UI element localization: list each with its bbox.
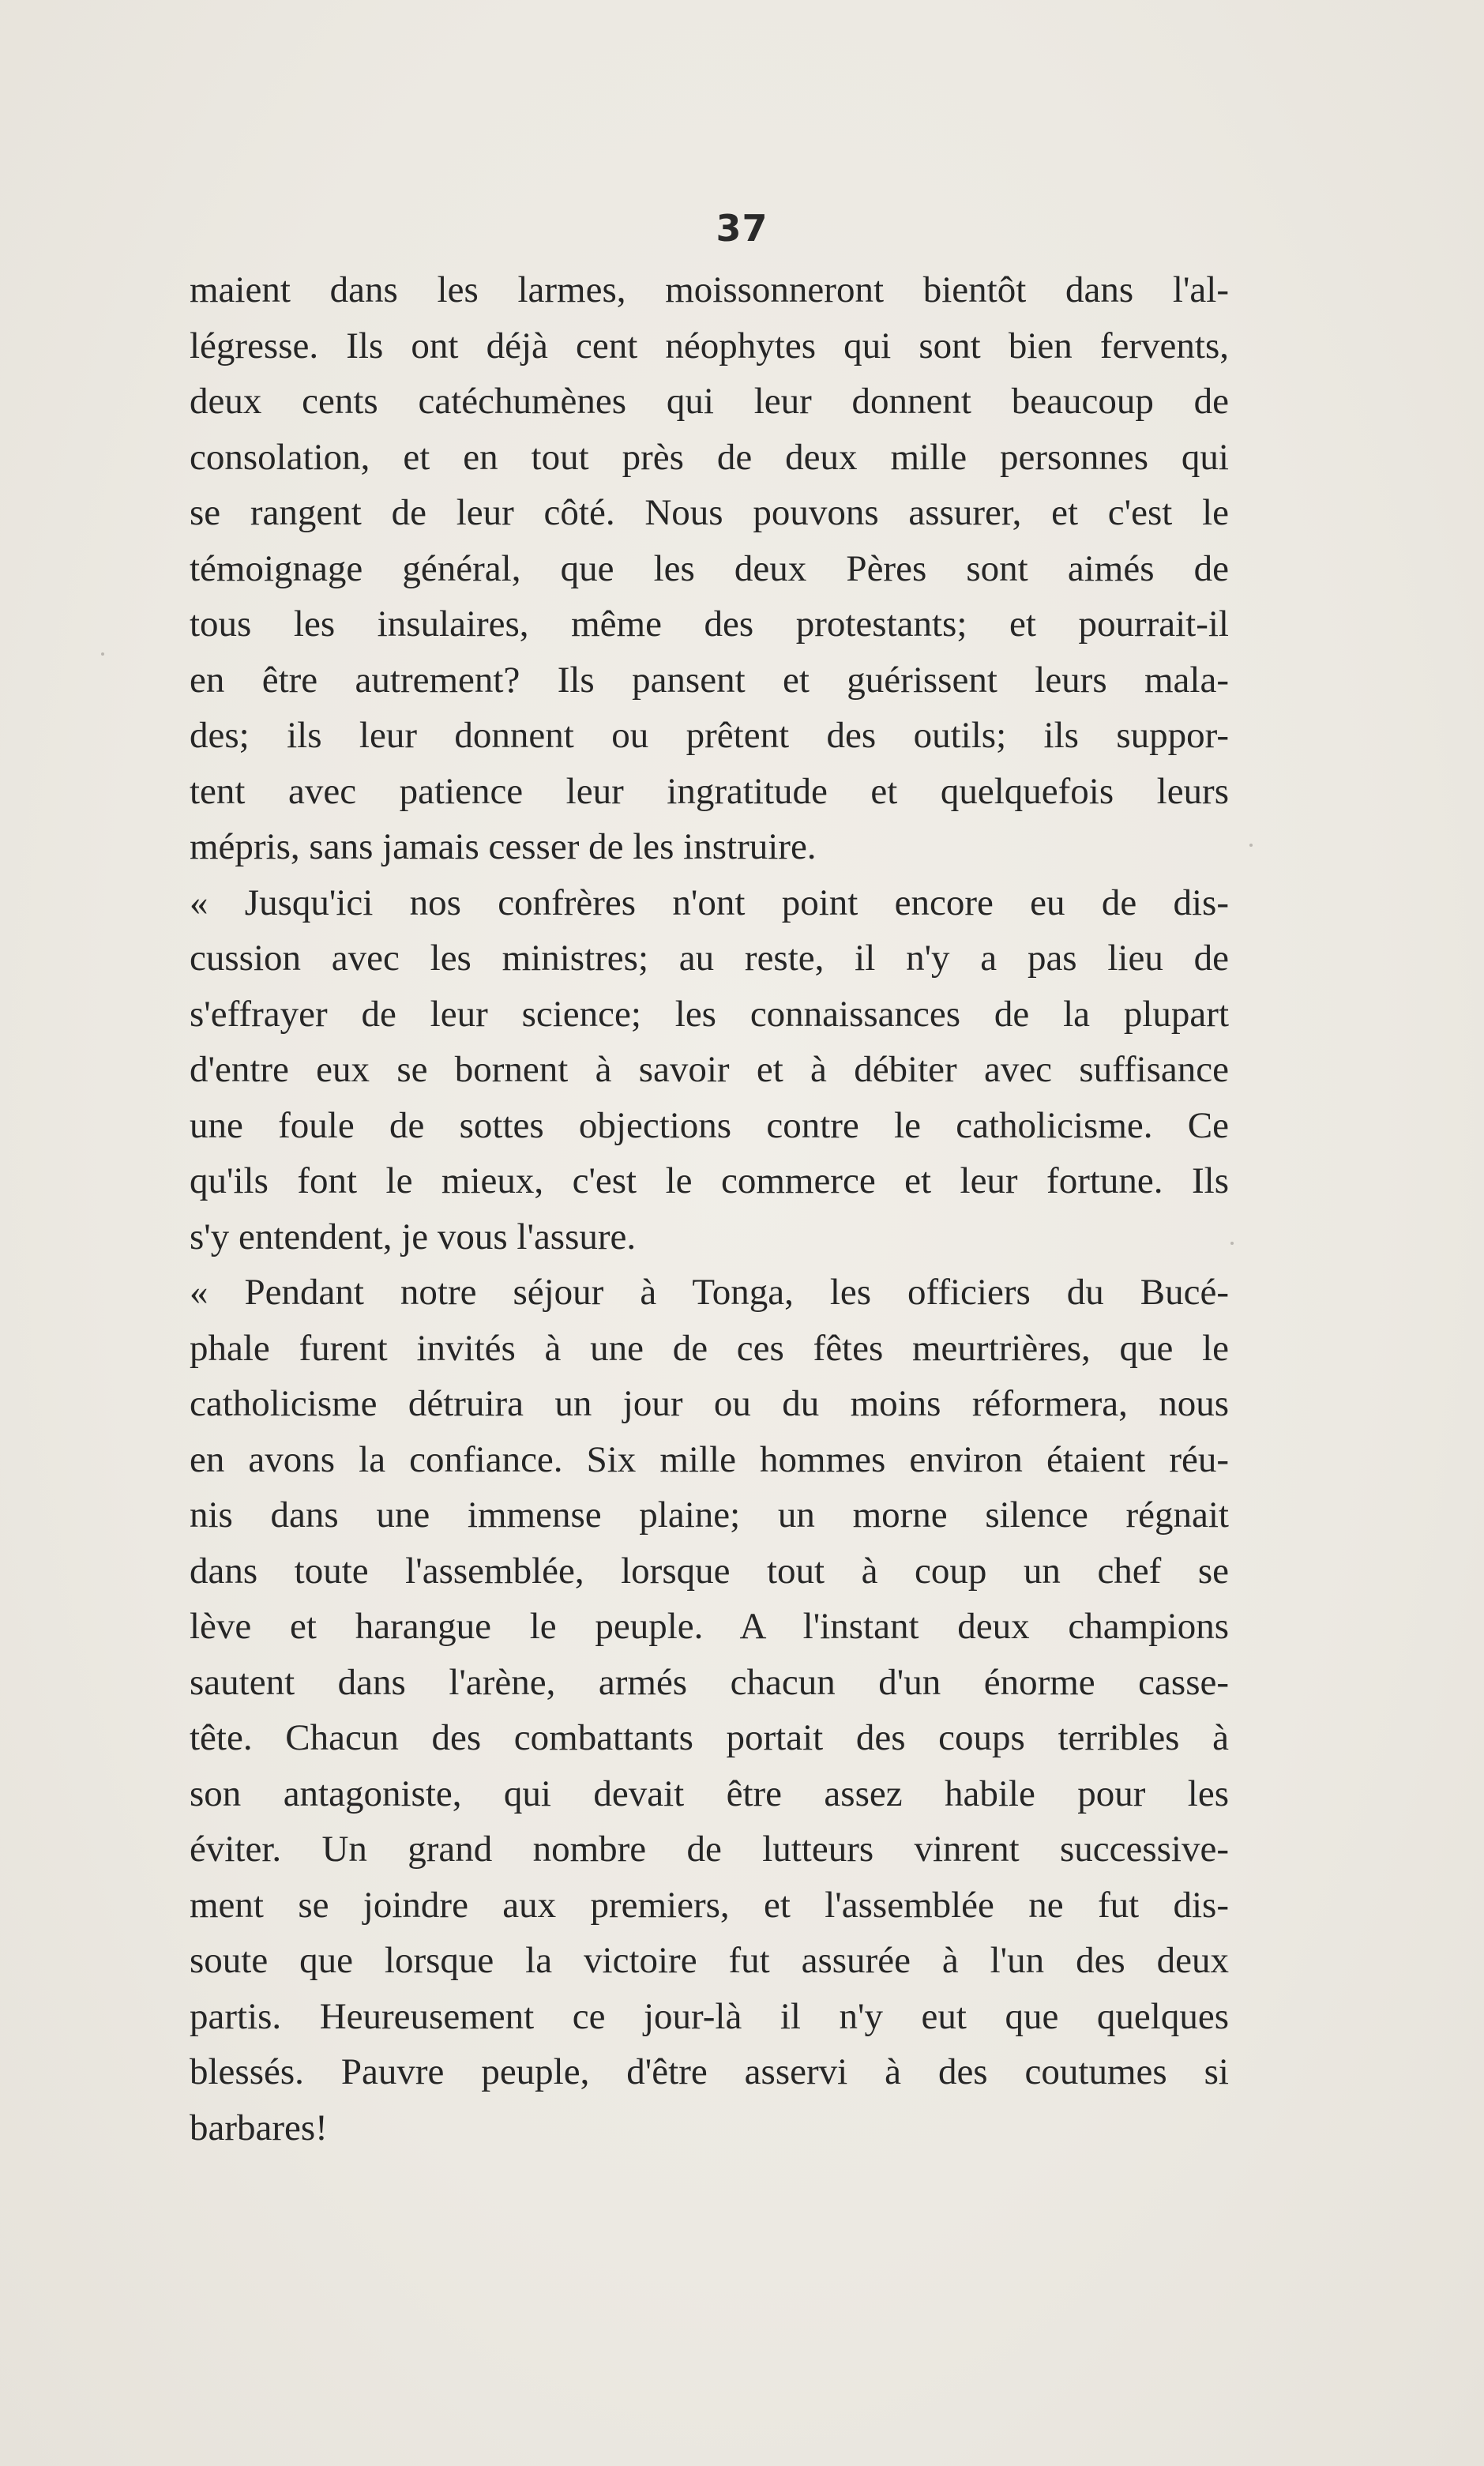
text-line: se rangent de leur côté. Nous pouvons assurer, et c'est le [190,492,1229,533]
paragraph-end-line: s'y entendent, je vous l'assure. [190,1216,637,1257]
text-line: nis dans une immense plaine; un morne silence régnait [190,1494,1229,1536]
text-line: partis. Heureusement ce jour-là il n'y eut que quelques [190,1995,1229,2037]
text-line: s'effrayer de leur science; les connaissances de la plupart [190,993,1229,1035]
text-line: cussion avec les ministres; au reste, il n'y a pas lieu de [190,938,1229,979]
text-line: en être autrement? Ils pansent et guérissent leurs mala- [190,659,1229,701]
text-line: blessés. Pauvre peuple, d'être asservi à des coutumes si [190,2051,1229,2092]
text-line: phale furent invités à une de ces fêtes meurtrières, que le [190,1327,1229,1369]
text-line: ment se joindre aux premiers, et l'assemblée ne fut dis- [190,1884,1229,1926]
text-line: tête. Chacun des combattants portait des coups terribles à [190,1717,1229,1758]
text-line: légresse. Ils ont déjà cent néophytes qui sont bien fervents, [190,325,1229,367]
body-text [190,262,1229,2156]
text-line: lève et harangue le peuple. A l'instant deux champions [190,1606,1229,1647]
text-line: éviter. Un grand nombre de lutteurs vinrent successive- [190,1829,1229,1870]
text-line: qu'ils font le mieux, c'est le commerce et leur fortune. Ils [190,1160,1229,1201]
text-line: des; ils leur donnent ou prêtent des outils; ils suppor- [190,715,1229,756]
text-line: témoignage général, que les deux Pères sont aimés de [190,547,1229,589]
paragraph-end-line: mépris, sans jamais cesser de les instruire. [190,826,817,867]
text-line: « Jusqu'ici nos confrères n'ont point encore eu de dis- [190,882,1229,923]
page-number: 37 [716,207,768,250]
text-line: « Pendant notre séjour à Tonga, les officiers du Bucé- [190,1272,1229,1313]
text-line: tent avec patience leur ingratitude et quelquefois leurs [190,770,1229,812]
text-line: son antagoniste, qui devait être assez habile pour les [190,1772,1229,1814]
paragraph-end-line: barbares! [190,2107,328,2148]
text-line: deux cents catéchumènes qui leur donnent beaucoup de [190,381,1229,422]
text-line: en avons la confiance. Six mille hommes environ étaient réu- [190,1438,1229,1480]
text-line: sautent dans l'arène, armés chacun d'un énorme casse- [190,1661,1229,1703]
text-line: une foule de sottes objections contre le catholicisme. Ce [190,1104,1229,1146]
text-line: dans toute l'assemblée, lorsque tout à coup un chef se [190,1550,1229,1592]
text-line: consolation, et en tout près de deux mille personnes qui [190,436,1229,478]
paper-speck [1230,1242,1234,1245]
text-line: soute que lorsque la victoire fut assurée à l'un des deux [190,1940,1229,1981]
text-line: d'entre eux se bornent à savoir et à débiter avec suffisance [190,1049,1229,1090]
text-line: catholicisme détruira un jour ou du moins réformera, nous [190,1383,1229,1424]
paper-speck [1249,844,1253,847]
paper-speck [101,652,104,656]
text-line: tous les insulaires, même des protestants; et pourrait-il [190,603,1229,645]
text-line: maient dans les larmes, moissonneront bientôt dans l'al- [190,269,1229,310]
